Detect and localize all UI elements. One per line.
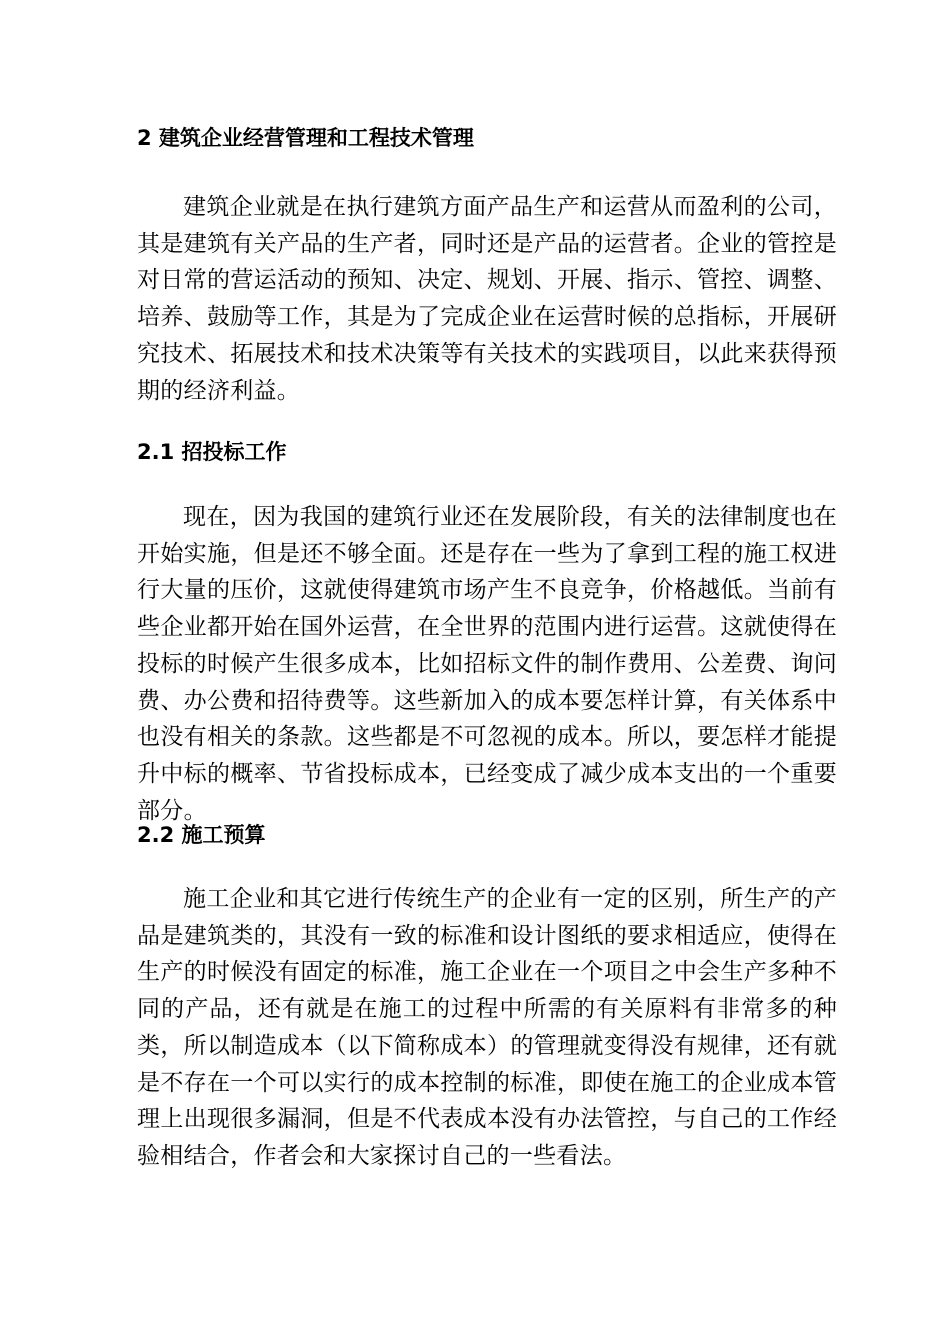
section-paragraph-2: 建筑企业就是在执行建筑方面产品生产和运营从而盈利的公司，其是建筑有关产品的生产者，同时还是产品的运营者。企业的管控是对日常的营运活动的预知、决定、规划、开展、指示、管控、调整、培养、鼓励等工作，其是为了完成企业在运营时候的总指标，开展研究技术、拓展技术和技术决策等有关技术的实践项目，以此来获得预期的经济利益。: [137, 194, 837, 404]
section-paragraph-2-1: 现在，因为我国的建筑行业还在发展阶段，有关的法律制度也在开始实施，但是还不够全面。还是存在一些为了拿到工程的施工权进行大量的压价，这就使得建筑市场产生不良竞争，价格越低。当前有些企业都开始在国外运营，在全世界的范围内进行运营。这就使得在投标的时候产生很多成本，比如招标文件的制作费用、公差费、询问费、办公费和招待费等。这些新加入的成本要怎样计算，有关体系中也没有相关的条款。这些都是不可忽视的成本。所以，要怎样才能提升中标的概率、节省投标成本，已经变成了减少成本支出的一个重要部分。: [137, 504, 837, 824]
section-heading-2: 2 建筑企业经营管理和工程技术管理: [137, 126, 474, 150]
section-heading-2-2: 2.2 施工预算: [137, 823, 266, 847]
section-paragraph-2-2: 施工企业和其它进行传统生产的企业有一定的区别，所生产的产品是建筑类的，其没有一致的标准和设计图纸的要求相适应，使得在生产的时候没有固定的标准，施工企业在一个项目之中会生产多种不同的产品，还有就是在施工的过程中所需的有关原料有非常多的种类，所以制造成本（以下简称成本）的管理就变得没有规律，还有就是不存在一个可以实行的成本控制的标准，即使在施工的企业成本管理上出现很多漏洞，但是不代表成本没有办法管控，与自己的工作经验相结合，作者会和大家探讨自己的一些看法。: [137, 886, 837, 1169]
section-heading-2-1: 2.1 招投标工作: [137, 440, 287, 464]
